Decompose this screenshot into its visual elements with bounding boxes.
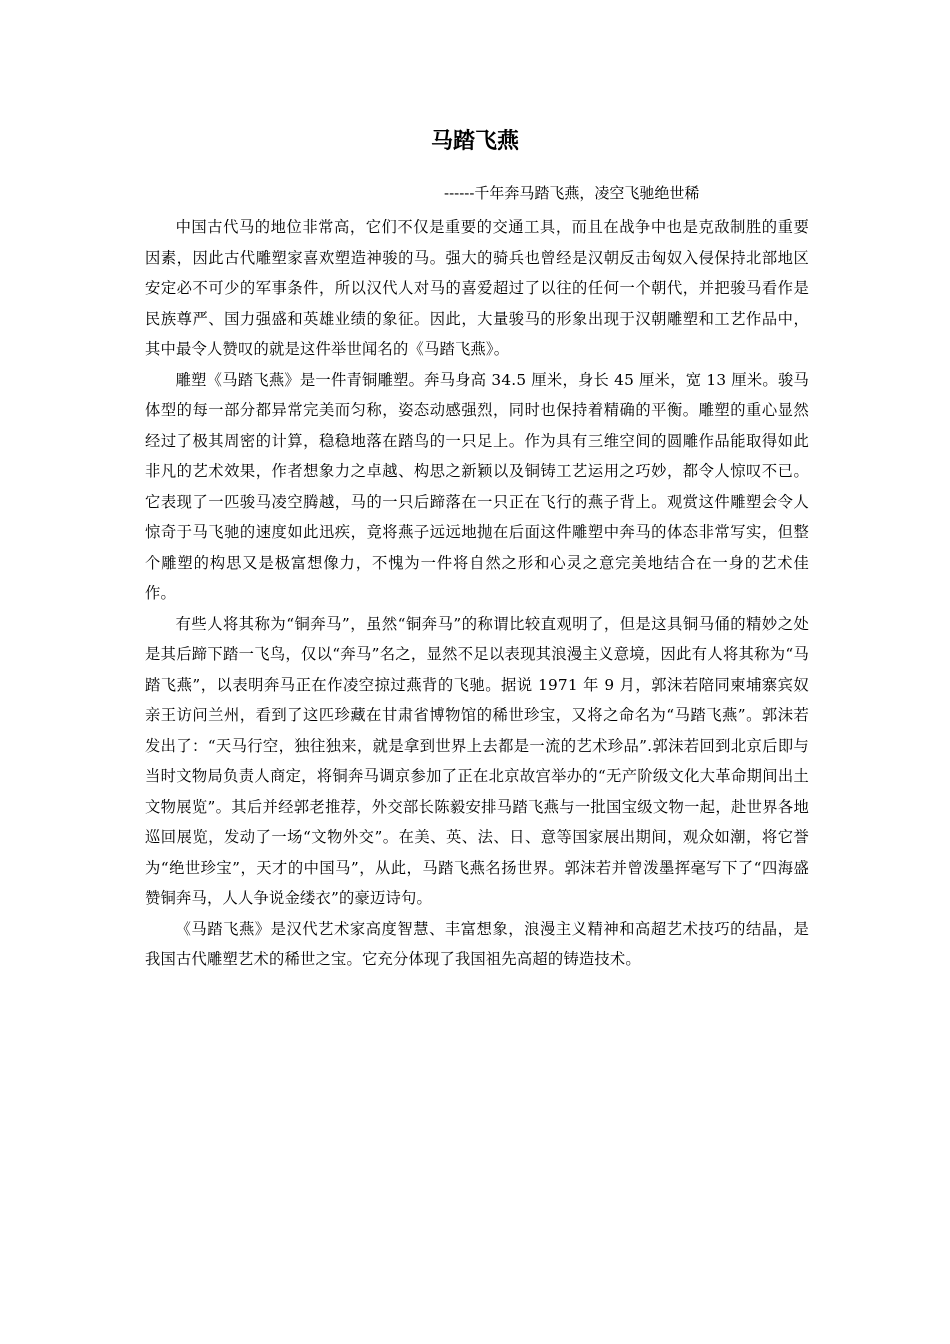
paragraph-4: 《马踏飞燕》是汉代艺术家高度智慧、丰富想象，浪漫主义精神和高超艺术技巧的结晶，是我国古代雕塑艺术的稀世之宝。它充分体现了我国祖先高超的铸造技术。 — [145, 919, 809, 968]
paragraph-1: 中国古代马的地位非常高，它们不仅是重要的交通工具，而且在战争中也是克敌制胜的重要因素，因此古代雕塑家喜欢塑造神骏的马。强大的骑兵也曾经是汉朝反击匈奴入侵保持北部地区安定必不可少的军事条件，所以汉代人对马的喜爱超过了以往的任何一个朝代，并把骏马看作是民族尊严、国力强盛和英雄业绩的象征。因此，大量骏马的形象出现于汉朝雕塑和工艺作品中，其中最令人赞叹的就是这件举世闻名的《马踏飞燕》。 — [145, 218, 809, 358]
paragraph-3: 有些人将其称为“铜奔马”，虽然“铜奔马”的称谓比较直观明了，但是这具铜马俑的精妙之处是其后蹄下踏一飞鸟，仅以“奔马”名之，显然不足以表现其浪漫主义意境，因此有人将其称为“马踏飞燕”，以表明奔马正在作凌空掠过燕背的飞驰。据说 1971 年 9 月，郭沫若陪同柬埔寨宾奴亲王访问兰州，看到了这匹珍藏在甘肃省博物馆的稀世珍宝，又将之命名为“马踏飞燕”。郭沫若发出了：“天马行空，独往独来，就是拿到世界上去都是一流的艺术珍品”.郭沫若回到北京后即与当时文物局负责人商定，将铜奔马调京参加了正在北京故宫举办的“无产阶级文化大革命期间出土文物展览”。其后并经郭老推荐，外交部长陈毅安排马踏飞燕与一批国宝级文物一起，赴世界各地巡回展览，发动了一场“文物外交”。在美、英、法、日、意等国家展出期间，观众如潮，将它誉为“绝世珍宝”，天才的中国马”，从此，马踏飞燕名扬世界。郭沫若并曾泼墨挥毫写下了“四海盛赞铜奔马，人人争说金缕衣”的豪迈诗句。 — [145, 614, 809, 907]
page-title: 马踏飞燕 — [430, 129, 519, 154]
page-subtitle: ------千年奔马踏飞燕，凌空飞驰绝世稀 — [444, 184, 700, 202]
article-body — [145, 212, 809, 975]
paragraph-2: 雕塑《马踏飞燕》是一件青铜雕塑。奔马身高 34.5 厘米，身长 45 厘米，宽 13 厘米。骏马体型的每一部分都异常完美而匀称，姿态动感强烈，同时也保持着精确的平衡。雕塑的重心显然经过了极其周密的计算，稳稳地落在踏鸟的一只足上。作为具有三维空间的圆雕作品能取得如此非凡的艺术效果，作者想象力之卓越、构思之新颖以及铜铸工艺运用之巧妙，都令人惊叹不已。它表现了一匹骏马凌空腾越，马的一只后蹄落在一只正在飞行的燕子背上。观赏这件雕塑会令人惊奇于马飞驰的速度如此迅疾，竟将燕子远远地抛在后面这件雕塑中奔马的体态非常写实，但整个雕塑的构思又是极富想像力，不愧为一件将自然之形和心灵之意完美地结合在一身的艺术佳作。 — [145, 370, 809, 602]
